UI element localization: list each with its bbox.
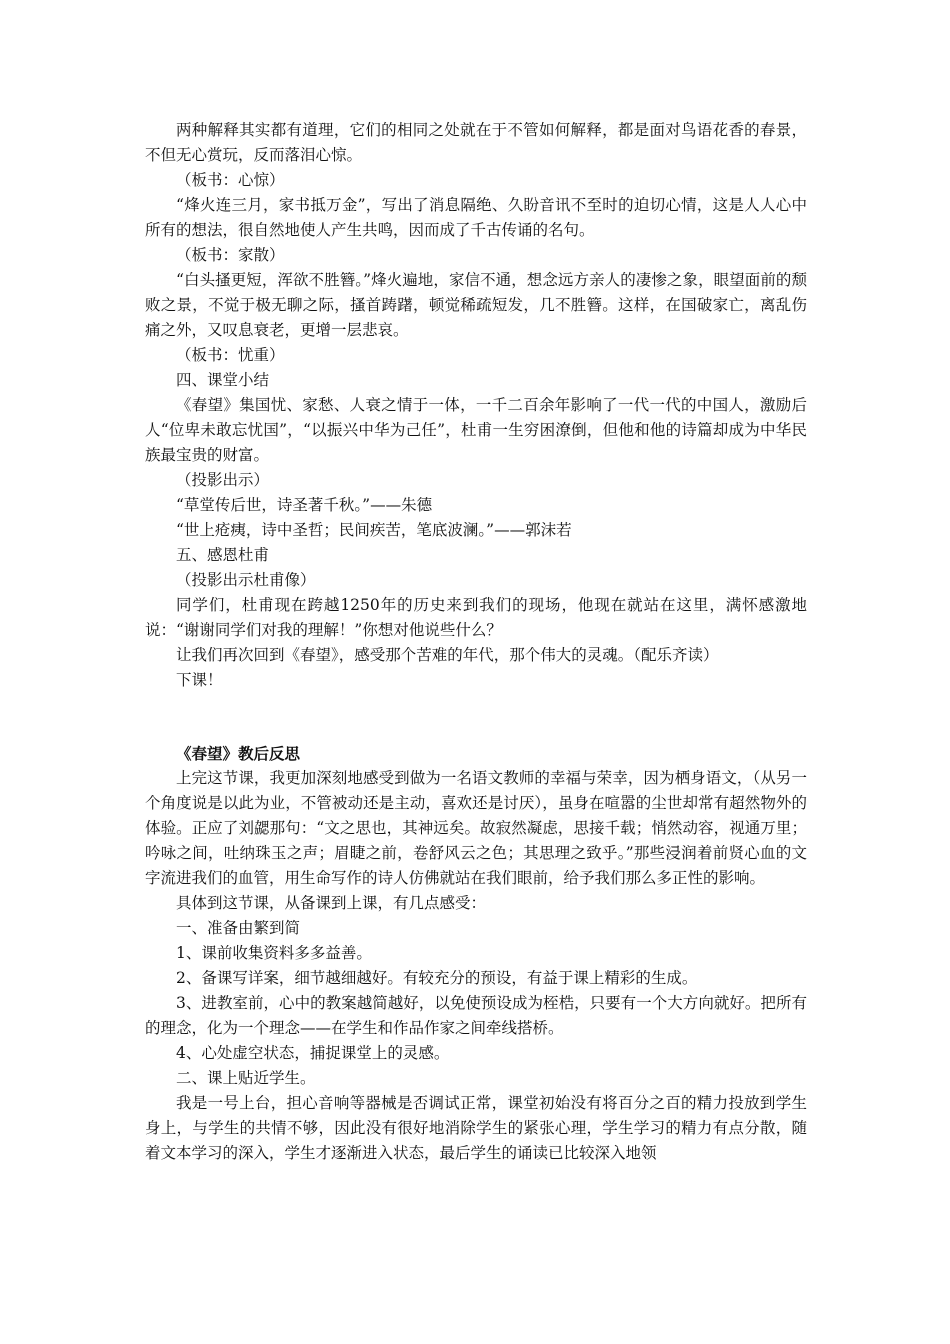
section-heading: 一、准备由繁到简: [176, 919, 301, 937]
section-heading: 五、感恩杜甫: [176, 546, 270, 564]
board-note: （板书：家散）: [176, 246, 285, 264]
paragraph: “白头搔更短，浑欲不胜簪。”烽火遍地，家信不通，想念远方亲人的凄惨之象，眼望面前的颓败之景，不觉于极无聊之际，搔首踌躇，顿觉稀疏短发，几不胜簪。这样，在国破家亡，离乱伤痛之外，又叹息衰老，更增一层悲哀。: [145, 271, 807, 339]
paragraph: 同学们，杜甫现在跨越1250年的历史来到我们的现场，他现在就站在这里，满怀感激地说：“谢谢同学们对我的理解！”你想对他说些什么？: [145, 596, 807, 639]
projection-note: （投影出示）: [176, 471, 270, 489]
paragraph: 两种解释其实都有道理，它们的相同之处就在于不管如何解释，都是面对鸟语花香的春景，不但无心赏玩，反而落泪心惊。: [145, 121, 807, 164]
reflection-section: [145, 741, 807, 1166]
paragraph: 让我们再次回到《春望》，感受那个苦难的年代，那个伟大的灵魂。（配乐齐读）: [176, 646, 719, 664]
section-heading: 二、课上贴近学生。: [176, 1069, 316, 1087]
paragraph: 《春望》集国忧、家愁、人衰之情于一体，一千二百余年影响了一代一代的中国人，激励后人“位卑未敢忘忧国”，“以振兴中华为己任”，杜甫一生穷困潦倒，但他和他的诗篇却成为中华民族最宝贵的财富。: [145, 396, 807, 464]
lesson-section: [145, 118, 807, 693]
reflection-title: 《春望》教后反思: [176, 744, 301, 763]
list-item: 1、课前收集资料多多益善。: [176, 944, 372, 962]
list-item: 4、心处虚空状态，捕捉课堂上的灵感。: [176, 1044, 450, 1062]
document-page: [145, 118, 807, 1166]
projection-note: （投影出示杜甫像）: [176, 571, 316, 589]
paragraph: “烽火连三月，家书抵万金”，写出了消息隔绝、久盼音讯不至时的迫切心情，这是人人心中所有的想法，很自然地使人产生共鸣，因而成了千古传诵的名句。: [145, 196, 807, 239]
paragraph: 下课！: [176, 671, 223, 689]
quote: “草堂传后世，诗圣著千秋。”——朱德: [176, 496, 433, 514]
board-note: （板书：心惊）: [176, 171, 285, 189]
paragraph: 我是一号上台，担心音响等器械是否调试正常，课堂初始没有将百分之百的精力投放到学生身上，与学生的共情不够，因此没有很好地消除学生的紧张心理，学生学习的精力有点分散，随着文本学习的深入，学生才逐渐进入状态，最后学生的诵读已比较深入地领: [145, 1094, 807, 1162]
section-spacer: [145, 693, 807, 741]
paragraph: 具体到这节课，从备课到上课，有几点感受：: [176, 894, 487, 912]
paragraph: 上完这节课，我更加深刻地感受到做为一名语文教师的幸福与荣幸，因为栖身语文，（从另一个角度说是以此为业，不管被动还是主动，喜欢还是讨厌），虽身在喧嚣的尘世却常有超然物外的体验。正应了刘勰那句：“文之思也，其神远矣。故寂然凝虑，思接千载；悄然动容，视通万里；吟咏之间，吐纳珠玉之声；眉睫之前，卷舒风云之色；其思理之致乎。”那些浸润着前贤心血的文字流进我们的血管，用生命写作的诗人仿佛就站在我们眼前，给予我们那么多正性的影响。: [145, 769, 807, 887]
board-note: （板书：忧重）: [176, 346, 285, 364]
quote: “世上疮痍，诗中圣哲；民间疾苦，笔底波澜。”——郭沫若: [176, 521, 572, 539]
list-item: 2、备课写详案，细节越细越好。有较充分的预设，有益于课上精彩的生成。: [176, 969, 698, 987]
section-heading: 四、课堂小结: [176, 371, 270, 389]
list-item: 3、进教室前，心中的教案越简越好，以免使预设成为桎梏，只要有一个大方向就好。把所有的理念，化为一个理念——在学生和作品作家之间牵线搭桥。: [145, 994, 807, 1037]
